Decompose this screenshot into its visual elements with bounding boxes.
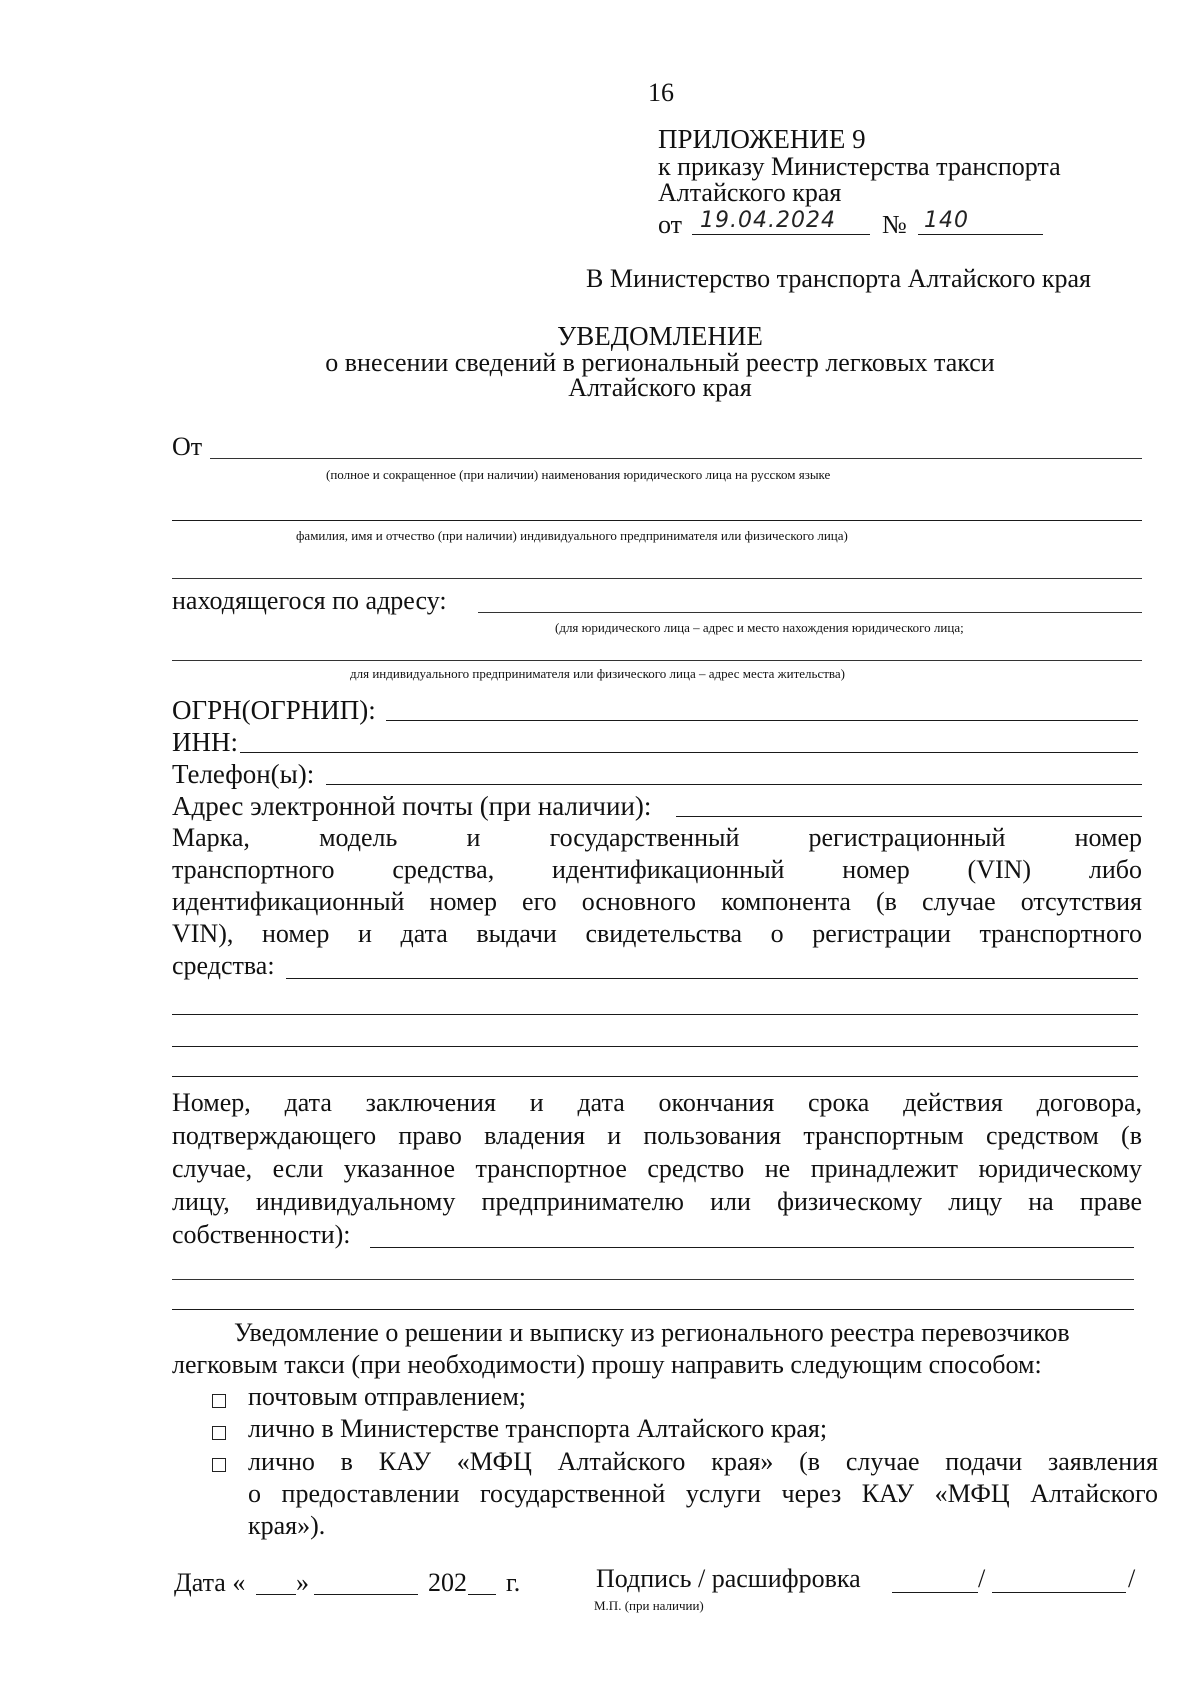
vehicle-field-3[interactable] [172,1046,1138,1047]
option-ministry: лично в Министерстве транспорта Алтайского края; [248,1414,828,1443]
appendix-number-underline [918,234,1043,235]
addressee: В Министерство транспорта Алтайского края [586,264,1091,293]
page-number: 16 [648,78,674,107]
from-line-3[interactable] [172,578,1142,579]
address-hint-2: для индивидуального предпринимателя или физического лица – адрес места жительства) [350,666,845,681]
checkbox-ministry[interactable] [212,1426,226,1440]
date-close-quote: » [296,1568,309,1597]
stamp-note: М.П. (при наличии) [594,1598,704,1613]
vehicle-field-2[interactable] [172,1014,1138,1015]
phone-field[interactable] [326,784,1142,785]
vehicle-line4: VIN), номер и дата выдачи свидетельства о регистрации транспортного [172,919,1142,948]
address-line-1[interactable] [478,612,1142,613]
from-line-2[interactable] [172,520,1142,521]
delivery-intro-line2: легковым такси (при необходимости) прошу направить следующим способом: [172,1350,1042,1379]
appendix-date-value: 19.04.2024 [700,208,836,233]
signature-slash: / [978,1564,986,1593]
from-line-1[interactable] [210,458,1142,459]
email-field[interactable] [676,816,1142,817]
option-mfc-line1: лично в КАУ «МФЦ Алтайского края» (в случае подачи заявления [248,1447,1158,1476]
contract-field-1[interactable] [370,1247,1134,1248]
notice-subtitle-line1: о внесении сведений в региональный реестр легковых такси [325,348,995,377]
vehicle-line2: транспортного средства, идентификационный номер (VIN) либо [172,855,1142,884]
signature-label: Подпись / расшифровка [596,1564,861,1593]
ogrn-label: ОГРН(ОГРНИП): [172,695,376,725]
contract-line4: лицу, индивидуальному предпринимателю или физическому лицу на праве [172,1187,1142,1216]
date-day-field[interactable] [256,1594,296,1595]
signature-slash-end: / [1128,1564,1136,1593]
appendix-title: ПРИЛОЖЕНИЕ 9 [658,124,866,154]
contract-line1: Номер, дата заключения и дата окончания срока действия договора, [172,1088,1142,1117]
inn-field[interactable] [240,752,1138,753]
address-label: находящегося по адресу: [172,586,447,615]
option-mail: почтовым отправлением; [248,1382,527,1411]
contract-line2: подтверждающего право владения и пользования транспортным средством (в [172,1121,1142,1150]
notice-title: УВЕДОМЛЕНИЕ [557,321,763,351]
ogrn-field[interactable] [386,720,1138,721]
appendix-date-prefix: от [658,210,683,239]
appendix-number-value: 140 [924,208,969,233]
delivery-intro-line1: Уведомление о решении и выписку из регионального реестра перевозчиков [234,1318,1070,1347]
vehicle-field-1[interactable] [286,978,1138,979]
signature-field[interactable] [892,1592,978,1593]
vehicle-line3: идентификационный номер его основного компонента (в случае отсутствия [172,887,1142,916]
phone-label: Телефон(ы): [172,759,315,789]
email-label: Адрес электронной почты (при наличии): [172,791,652,821]
signature-name-field[interactable] [992,1592,1126,1593]
vehicle-field-4[interactable] [172,1076,1138,1077]
contract-line5: собственности): [172,1220,351,1249]
address-line-2[interactable] [172,660,1142,661]
date-month-field[interactable] [314,1594,418,1595]
year-suffix: г. [506,1568,521,1597]
address-hint-1: (для юридического лица – адрес и место нахождения юридического лица; [555,620,964,635]
appendix-line1: к приказу Министерства транспорта [658,152,1061,181]
from-hint-1: (полное и сокращенное (при наличии) наименования юридического лица на русском языке [326,467,831,482]
contract-line3: случае, если указанное транспортное средство не принадлежит юридическому [172,1154,1142,1183]
year-field[interactable] [468,1594,496,1595]
vehicle-line1: Марка, модель и государственный регистрационный номер [172,823,1142,852]
inn-label: ИНН: [172,727,238,757]
from-hint-2: фамилия, имя и отчество (при наличии) индивидуального предпринимателя или физического лица) [296,528,848,543]
checkbox-mfc[interactable] [212,1458,226,1472]
checkbox-mail[interactable] [212,1394,226,1408]
date-label: Дата « [174,1568,246,1597]
option-mfc-line3: края»). [248,1511,326,1540]
option-mfc-line2: о предоставлении государственной услуги через КАУ «МФЦ Алтайского [248,1479,1158,1508]
contract-field-3[interactable] [172,1309,1134,1310]
appendix-line2: Алтайского края [658,178,842,207]
from-label: От [172,432,203,461]
year-label: 202 [428,1568,467,1597]
vehicle-line5: средства: [172,951,275,980]
appendix-date-underline [692,234,870,235]
notice-subtitle-line2: Алтайского края [568,373,752,402]
contract-field-2[interactable] [172,1279,1134,1280]
appendix-number-prefix: № [882,210,907,239]
